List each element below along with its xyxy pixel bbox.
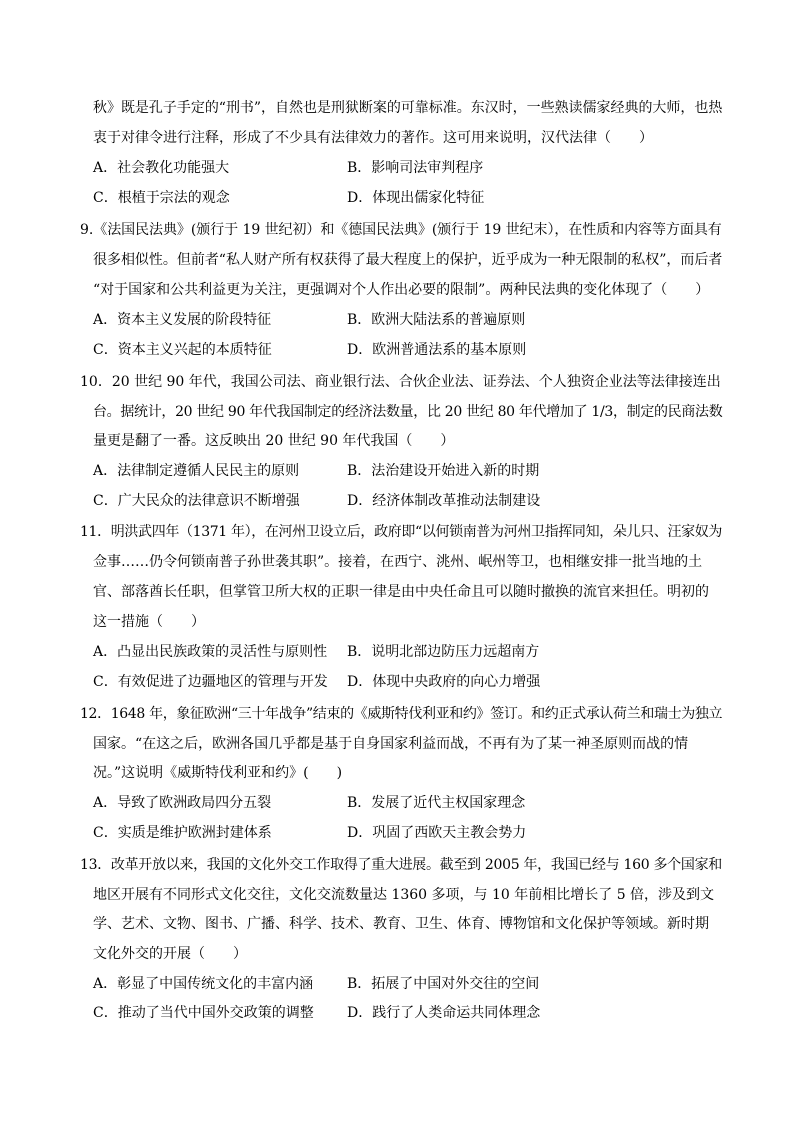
question-stem-line: 12．1648 年，象征欧洲“三十年战争”结束的《威斯特伐利亚和约》签订。和约正式承认荷兰和瑞士为独立 xyxy=(80,706,723,722)
option-d: D．欧洲普通法系的基本原则 xyxy=(347,342,527,358)
question-stem-line: 文化外交的开展（ ） xyxy=(93,946,247,962)
option-d: D．体现出儒家化特征 xyxy=(347,190,485,206)
question-stem-line: 秋》既是孔子手定的“刑书”，自然也是刑狱断案的可靠标准。东汉时，一些熟读儒家经典的大师，也热 xyxy=(93,100,723,116)
question-stem-line: 衷于对律令进行注释，形成了不少具有法律效力的著作。这可用来说明，汉代法律（ ） xyxy=(93,130,653,146)
option-a: A．凸显出民族政策的灵活性与原则性 xyxy=(93,644,328,660)
option-d: D．体现中央政府的向心力增强 xyxy=(347,674,541,690)
question-stem-line: 国家。“在这之后，欧洲各国几乎都是基于自身国家利益而战，不再有为了某一神圣原则而战的情 xyxy=(93,736,689,752)
option-c: C．有效促进了边疆地区的管理与开发 xyxy=(93,674,328,690)
option-a: A．彰显了中国传统文化的丰富内涵 xyxy=(93,976,314,992)
question-stem-line: 台。据统计，20 世纪 90 年代我国制定的经济法数量，比 20 世纪 80 年代增加了 1/3，制定的民商法数 xyxy=(93,404,723,420)
option-a: A．社会教化功能强大 xyxy=(93,160,230,176)
question-stem-line: 很多相似性。但前者“私人财产所有权获得了最大程度上的保护，近乎成为一种无限制的私权”，而后者 xyxy=(93,252,723,268)
question-stem-line: 10．20 世纪 90 年代，我国公司法、商业银行法、合伙企业法、证券法、个人独资企业法等法律接连出 xyxy=(80,374,721,390)
question-stem-line: 11．明洪武四年（1371 年），在河州卫设立后，政府即“以何锁南普为河州卫指挥同知，朵儿只、汪家奴为 xyxy=(80,524,723,540)
option-d: D．践行了人类命运共同体理念 xyxy=(347,1005,541,1021)
option-c: C．实质是维护欧洲封建体系 xyxy=(93,825,272,841)
option-b: B．欧洲大陆法系的普遍原则 xyxy=(347,312,526,328)
option-c: C．推动了当代中国外交政策的调整 xyxy=(93,1005,314,1021)
question-stem-line: 佥事……仍令何锁南普子孙世袭其职”。接着，在西宁、洮州、岷州等卫，也相继安排一批当地的土 xyxy=(93,554,703,570)
question-stem-line: 地区开展有不同形式文化交往，文化交流数量达 1360 多项，与 10 年前相比增长了 5 倍，涉及到文 xyxy=(93,887,715,903)
option-c: C．资本主义兴起的本质特征 xyxy=(93,342,272,358)
option-b: B．发展了近代主权国家理念 xyxy=(347,795,526,811)
question-stem-line: 13．改革开放以来，我国的文化外交工作取得了重大进展。截至到 2005 年，我国已经与 160 多个国家和 xyxy=(80,857,722,873)
question-stem-line: “对于国家和公共利益更为关注，更强调对个人作出必要的限制”。两种民法典的变化体现了（ ） xyxy=(93,282,710,298)
option-b: B．说明北部边防压力远超南方 xyxy=(347,644,540,660)
question-stem-line: 学、艺术、文物、图书、广播、科学、技术、教育、卫生、体育、博物馆和文化保护等领域。新时期 xyxy=(93,916,709,932)
option-a: A．法律制定遵循人民民主的原则 xyxy=(93,463,300,479)
question-stem-line: 量更是翻了一番。这反映出 20 世纪 90 年代我国（ ） xyxy=(93,433,455,449)
option-b: B．拓展了中国对外交往的空间 xyxy=(347,976,540,992)
option-a: A．导致了欧洲政局四分五裂 xyxy=(93,795,272,811)
option-d: D．巩固了西欧天主教会势力 xyxy=(347,825,527,841)
option-d: D．经济体制改革推动法制建设 xyxy=(347,493,541,509)
option-b: B．法治建设开始进入新的时期 xyxy=(347,463,540,479)
option-c: C．根植于宗法的观念 xyxy=(93,190,230,206)
option-b: B．影响司法审判程序 xyxy=(347,160,484,176)
question-stem-line: 这一措施（ ） xyxy=(93,614,205,630)
question-stem-line: 况。”这说明《威斯特伐利亚和约》( ) xyxy=(93,765,343,781)
option-c: C．广大民众的法律意识不断增强 xyxy=(93,493,300,509)
question-stem-line: 9.《法国民法典》(颁行于 19 世纪初）和《德国民法典》(颁行于 19 世纪末），在性质和内容等方面具有 xyxy=(80,222,722,238)
option-a: A．资本主义发展的阶段特征 xyxy=(93,312,272,328)
question-stem-line: 官、部落酋长任职，但掌管卫所大权的正职一律是由中央任命且可以随时撤换的流官来担任。明初的 xyxy=(93,584,709,600)
